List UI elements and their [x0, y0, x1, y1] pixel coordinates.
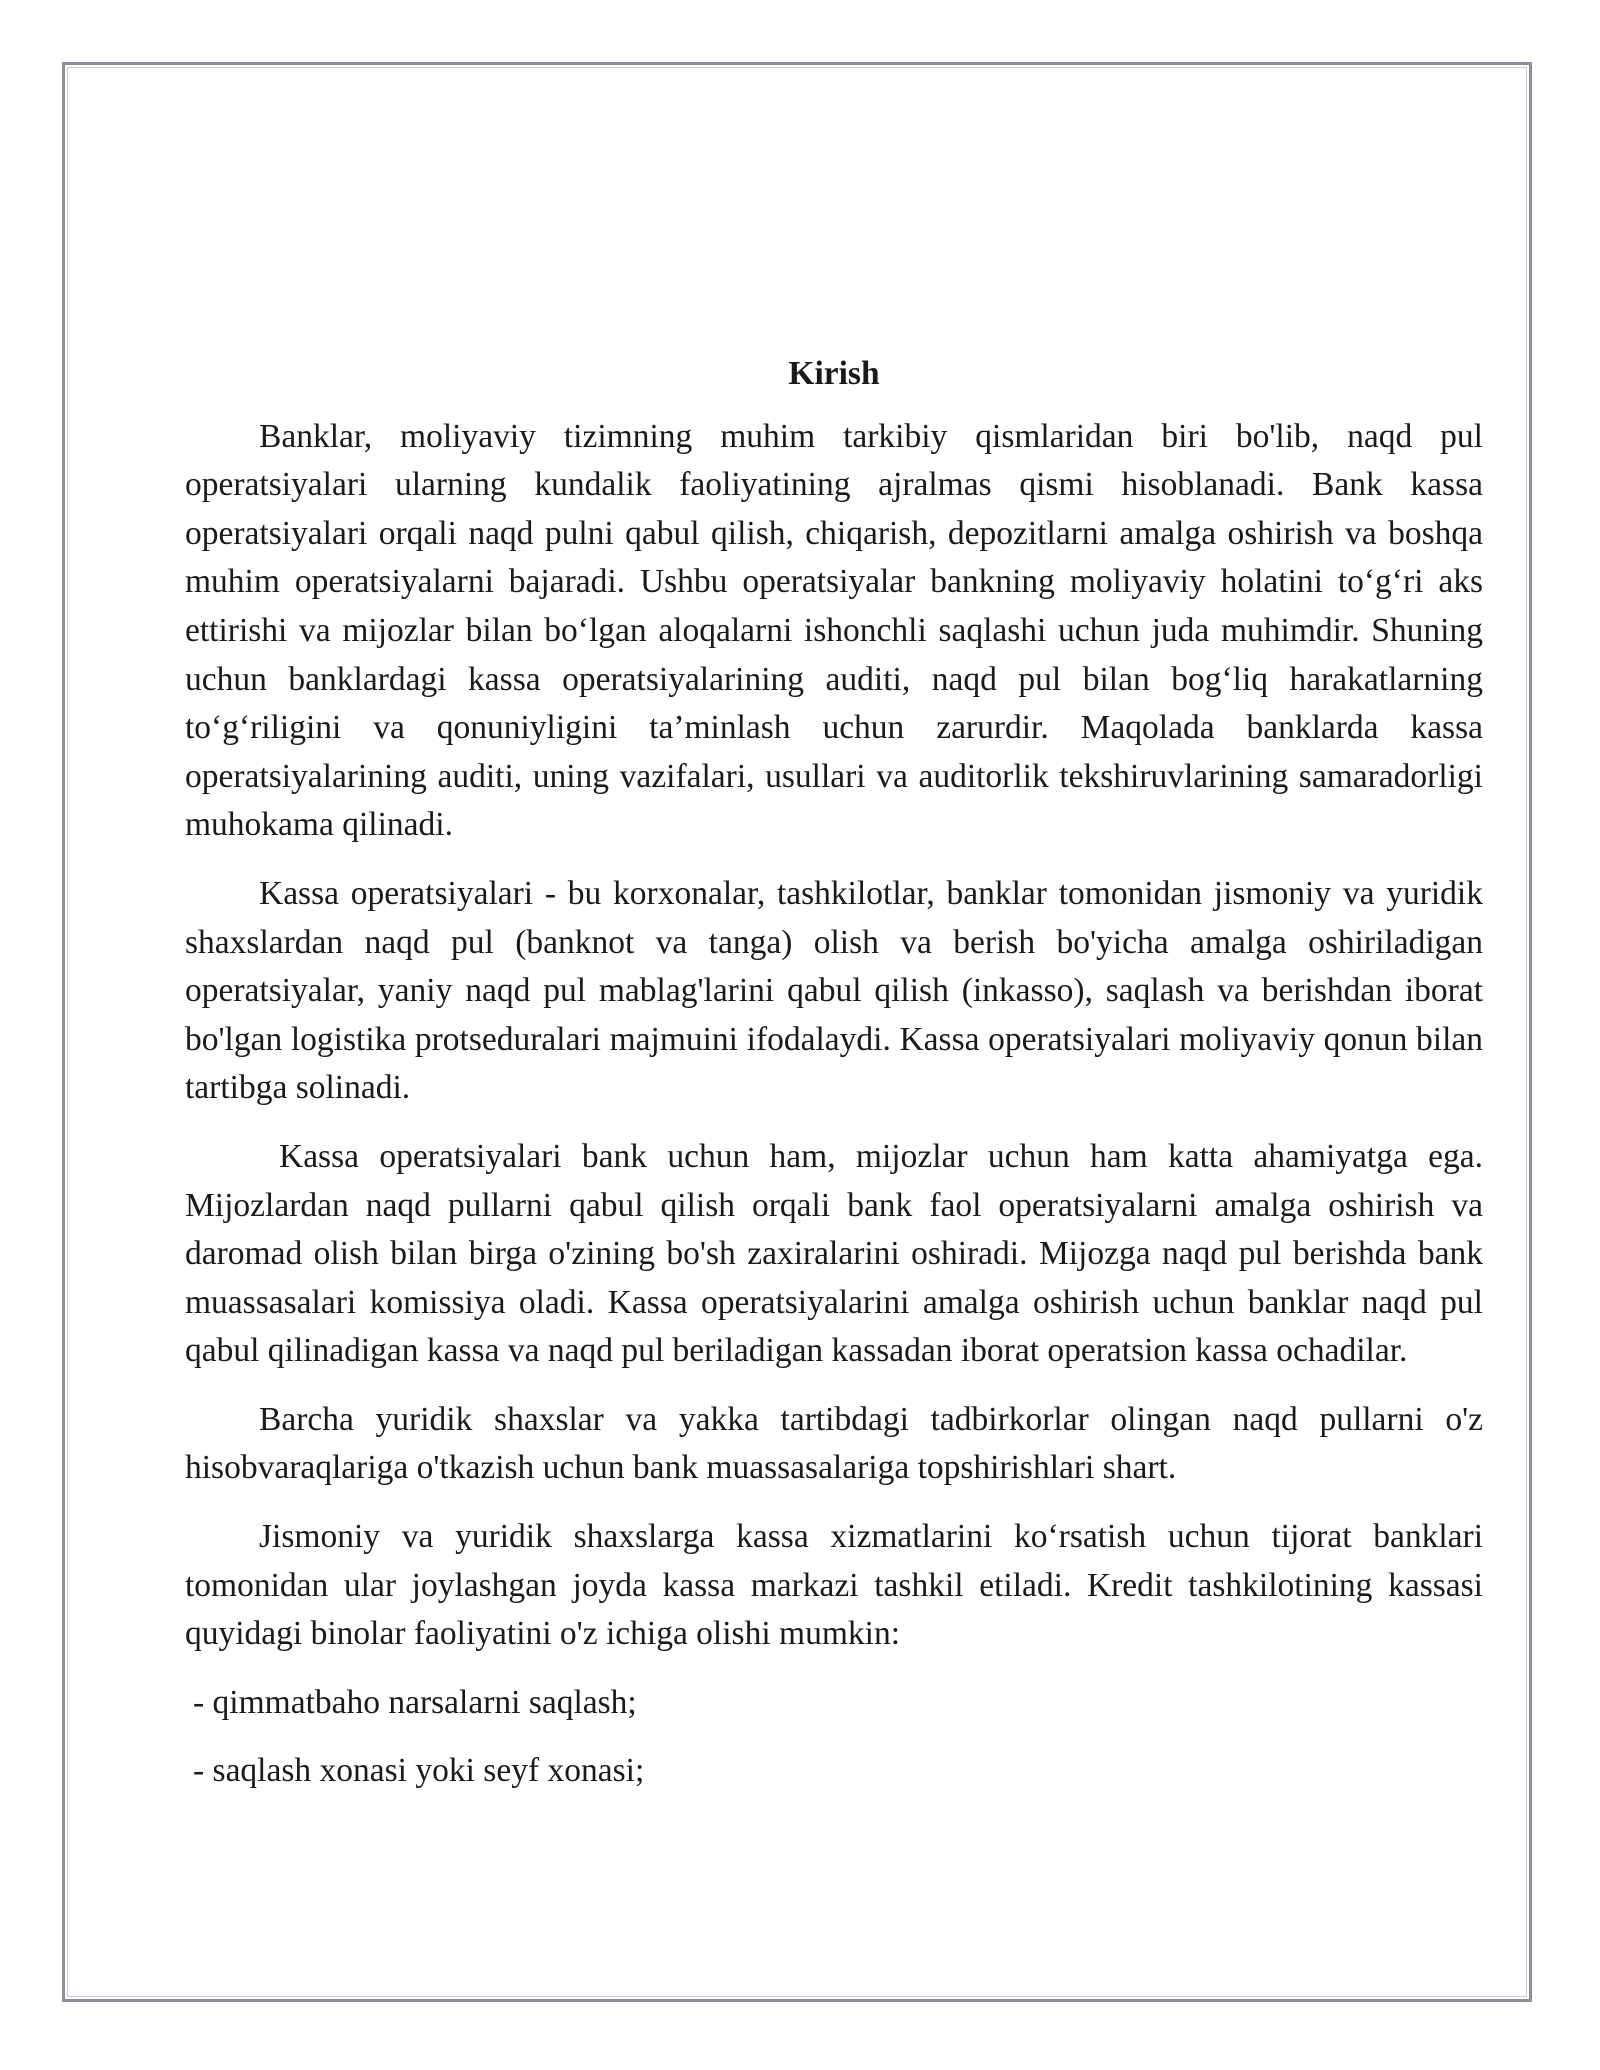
list-item: - qimmatbaho narsalarni saqlash;: [193, 1683, 637, 1721]
paragraph-cash-center: Jismoniy va yuridik shaxslarga kassa xizmatlarini ko‘rsatish uchun tijorat banklari tomonidan ular joylashgan joyda kassa markazi tashkil etiladi. Kredit tashkilotining kassasi quyidagi binolar faoliyatini o'z ichiga olishi mumkin:: [185, 1518, 1483, 1653]
document-title: Kirish: [788, 355, 880, 392]
document-body: [185, 350, 1483, 1816]
paragraph-kassa-definition: Kassa operatsiyalari - bu korxonalar, tashkilotlar, banklar tomonidan jismoniy va yuridik shaxslardan naqd pul (banknot va tanga) olish va berish bo'yicha amalga oshiriladigan operatsiyalar, yaniy naqd pul mablag'larini qabul qilish (inkasso), saqlash va berishdan iborat bo'lgan logistika protseduralari majmuini ifodalaydi. Kassa operatsiyalari moliyaviy qonun bilan tartibga solinadi.: [185, 874, 1483, 1107]
paragraph-intro: Banklar, moliyaviy tizimning muhim tarkibiy qismlaridan biri bo'lib, naqd pul operatsiyalari ularning kundalik faoliyatining ajralmas qismi hisoblanadi. Bank kassa operatsiyalari orqali naqd pulni qabul qilish, chiqarish, depozitlarni amalga oshirish va boshqa muhim operatsiyalarni bajaradi. Ushbu operatsiyalar bankning moliyaviy holatini to‘g‘ri aks ettirishi va mijozlar bilan bo‘lgan aloqalarni ishonchli saqlashi uchun juda muhimdir. Shuning uchun banklardagi kassa operatsiyalarining auditi, naqd pul bilan bog‘liq harakatlarning to‘g‘riligini va qonuniyligini ta’minlash uchun zarurdir. Maqolada banklarda kassa operatsiyalarining auditi, uning vazifalari, usullari va auditorlik tekshiruvlarining samaradorligi muhokama qilinadi.: [185, 417, 1483, 844]
list-item: - saqlash xonasi yoki seyf xonasi;: [193, 1752, 645, 1790]
paragraph-legal-entities: Barcha yuridik shaxslar va yakka tartibdagi tadbirkorlar olingan naqd pullarni o'z hisobvaraqlariga o'tkazish uchun bank muassasalariga topshirishlari shart.: [185, 1400, 1483, 1487]
paragraph-kassa-importance: Kassa operatsiyalari bank uchun ham, mijozlar uchun ham katta ahamiyatga ega. Mijozlardan naqd pullarni qabul qilish orqali bank faol operatsiyalarni amalga oshirish va daromad olish bilan birga o'zining bo'sh zaxiralarini oshiradi. Mijozga naqd pul berishda bank muassasalari komissiya oladi. Kassa operatsiyalarini amalga oshirish uchun banklar naqd pul qabul qilinadigan kassa va naqd pul beriladigan kassadan iborat operatsion kassa ochadilar.: [185, 1137, 1483, 1370]
